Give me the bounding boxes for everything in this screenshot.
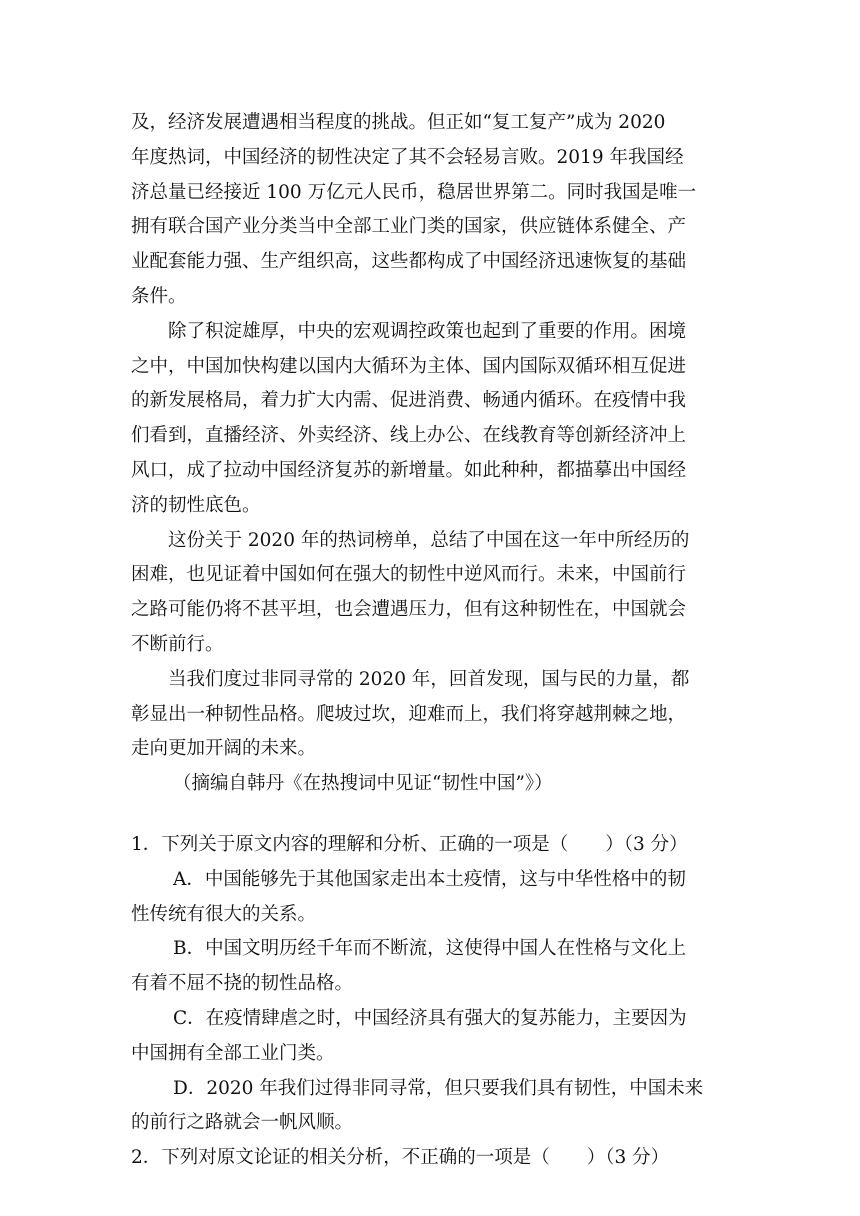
option-d: D．2020 年我们过得非同寻常，但只要我们具有韧性，中国未来	[173, 1077, 704, 1099]
text-line: 不断前行。	[131, 633, 224, 655]
option-b-cont: 有着不屈不挠的韧性品格。	[131, 973, 354, 995]
text-line: 年度热词，中国经济的韧性决定了其不会轻易言败。2019 年我国经	[131, 146, 684, 168]
option-d-cont: 的前行之路就会一帆风顺。	[131, 1112, 354, 1134]
text-line: 风口，成了拉动中国经济复苏的新增量。如此种种，都描摹出中国经	[131, 459, 687, 481]
source-citation: （摘编自韩丹《在热搜词中见证“韧性中国”》）	[173, 773, 553, 795]
text-line: 彰显出一种韧性品格。爬坡过坎，迎难而上，我们将穿越荆棘之地，	[131, 703, 687, 725]
option-a-cont: 性传统有很大的关系。	[131, 903, 317, 925]
text-line: 走向更加开阔的未来。	[131, 738, 317, 760]
text-line: 条件。	[131, 285, 187, 307]
question-2: 2．下列对原文论证的相关分析，不正确的一项是（ ）（3 分）	[131, 1147, 670, 1169]
text-line: 业配套能力强、生产组织高，这些都构成了中国经济迅速恢复的基础	[131, 251, 687, 273]
text-line: 除了积淀雄厚，中央的宏观调控政策也起到了重要的作用。困境	[168, 320, 687, 342]
text-line: 之路可能仍将不甚平坦，也会遭遇压力，但有这种韧性在，中国就会	[131, 599, 687, 621]
text-line: 困难，也见证着中国如何在强大的韧性中逆风而行。未来，中国前行	[131, 564, 687, 586]
question-1: 1．下列关于原文内容的理解和分析、正确的一项是（ ）（3 分）	[131, 833, 688, 855]
text-line: 及，经济发展遭遇相当程度的挑战。但正如“复工复产”成为 2020	[131, 112, 666, 133]
spacer	[131, 802, 731, 828]
text-line: 当我们度过非同寻常的 2020 年，回首发现，国与民的力量，都	[168, 668, 690, 690]
text-line: 们看到，直播经济、外卖经济、线上办公、在线教育等创新经济冲上	[131, 425, 687, 447]
option-b: B．中国文明历经千年而不断流，这使得中国人在性格与文化上	[173, 938, 687, 960]
text-line: 济总量已经接近 100 万亿元人民币，稳居世界第二。同时我国是唯一	[131, 181, 697, 203]
text-line: 这份关于 2020 年的热词榜单，总结了中国在这一年中所经历的	[168, 529, 690, 551]
text-line: 拥有联合国产业分类当中全部工业门类的国家，供应链体系健全、产	[131, 216, 687, 238]
option-a: A．中国能够先于其他国家走出本土疫情，这与中华性格中的韧	[173, 868, 686, 890]
text-line: 济的韧性底色。	[131, 494, 261, 516]
option-c: C．在疫情肆虐之时，中国经济具有强大的复苏能力，主要因为	[173, 1007, 687, 1029]
option-c-cont: 中国拥有全部工业门类。	[131, 1042, 335, 1064]
text-line: 的新发展格局，着力扩大内需、促进消费、畅通内循环。在疫情中我	[131, 390, 687, 412]
text-line: 之中，中国加快构建以国内大循环为主体、国内国际双循环相互促进	[131, 355, 687, 377]
document-page	[131, 106, 731, 1176]
